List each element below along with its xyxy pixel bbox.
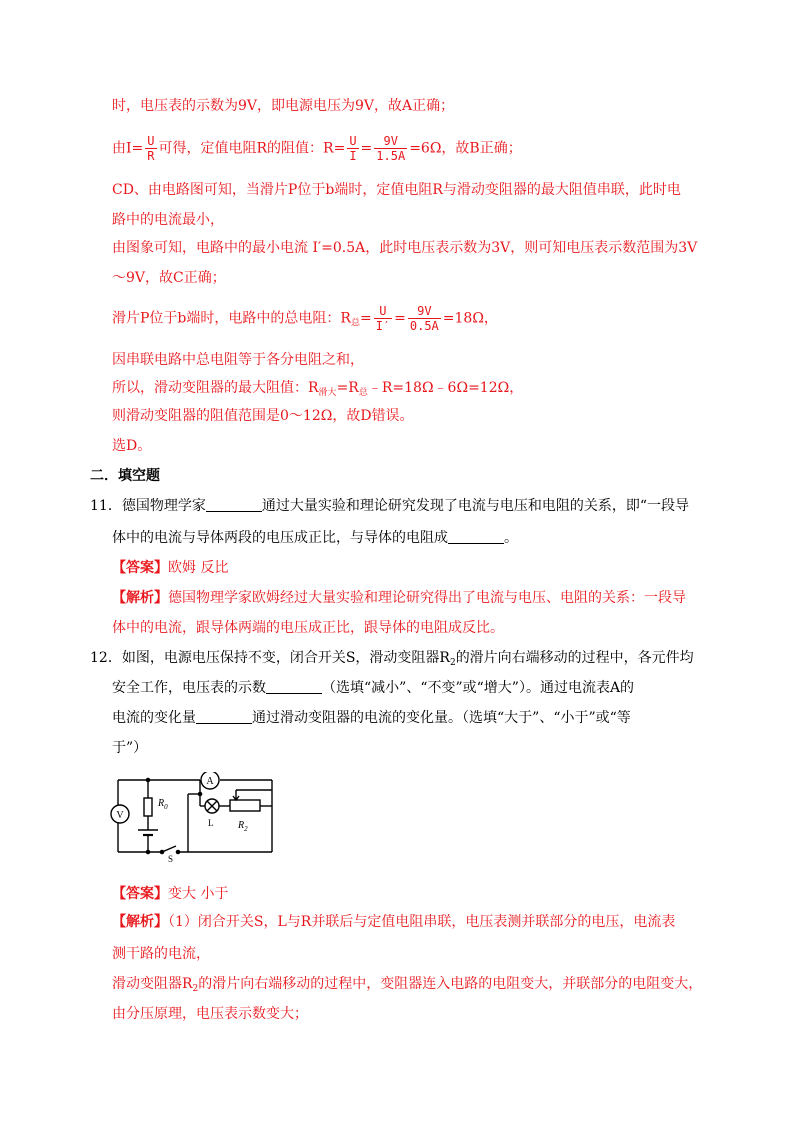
switch-icon — [160, 846, 179, 854]
solution-line-11: 选D。 — [112, 438, 152, 454]
q12-analysis-line-3: 滑动变阻器$R_2$的滑片向右端移动的过程中，变阻器连入电路的电阻变大，并联部分的电阻变大， — [112, 976, 703, 994]
q11-blank-1 — [206, 497, 262, 512]
resistor-r0-icon — [144, 798, 152, 816]
q12-line-2: 安全工作，电压表的示数 （选填“减小”、“不变”或“增大”）。通过电流表A的 — [112, 680, 635, 696]
q12-line-1: 12．如图，电源电压保持不变，闭合开关S，滑动变阻器$R_2$的滑片向右端移动的过程中，各元件均 — [90, 650, 694, 668]
solution-line-10: 则滑动变阻器的阻值范围是0～12Ω，故D错误。 — [112, 408, 414, 424]
circuit-diagram — [108, 772, 284, 864]
solution-line-6: ～9V，故C正确； — [112, 270, 226, 286]
q12-answer: 【答案】变大 小于 — [112, 886, 229, 902]
q12-analysis-line-4: 由分压原理，电压表示数变大； — [112, 1006, 308, 1022]
solution-line-8: 因串联电路中总电阻等于各分电阻之和， — [112, 352, 364, 368]
label-switch: S — [168, 854, 174, 864]
q11-analysis-line-1: 【解析】德国物理学家欧姆经过大量实验和理论研究得出了电流与电压、电阻的关系：一段导 — [112, 590, 686, 606]
q12-line-3: 电流的变化量 通过滑动变阻器的电流的变化量。（选填“大于”、“小于”或“等 — [112, 710, 631, 726]
fraction-u-over-r: $\frac{U}{R}$ — [147, 134, 155, 163]
solution-line-7: 滑片P位于b端时，电路中的总电阻：$R_总=$ $\frac{U}{I'}$ = $\frac{9V}{0.5A}$ =18Ω， — [112, 304, 498, 333]
q12-blank-2 — [196, 709, 252, 724]
fraction-u-over-i-prime: $\frac{U}{I'}$ — [375, 304, 391, 333]
q12-analysis-line-1: 【解析】（1）闭合开关S，L与R并联后与定值电阻串联，电压表测并联部分的电压，电流表 — [112, 914, 676, 930]
q11-blank-2 — [448, 529, 504, 544]
battery-icon — [138, 830, 158, 835]
svg-text:A: A — [206, 776, 214, 787]
solution-line-1: 时，电压表的示数为9V，即电源电压为9V，故A正确； — [112, 98, 455, 114]
lamp-icon — [205, 799, 219, 813]
section-title: 二．填空题 — [90, 468, 160, 484]
solution-line-3: CD、由电路图可知，当滑片P位于b端时，定值电阻R与滑动变阻器的最大阻值串联，此时电 — [112, 182, 681, 198]
q12-blank-1 — [266, 679, 322, 694]
svg-text:V: V — [116, 810, 124, 821]
label-lamp: L — [208, 818, 214, 828]
fraction-u-over-i: $\frac{U}{I}$ — [349, 134, 357, 163]
fraction-9v-over-0-5a: $\frac{9V}{0.5A}$ — [409, 304, 439, 333]
ammeter-icon — [201, 772, 219, 789]
solution-line-9: 所以，滑动变阻器的最大阻值：$R_{滑大}=R_总﹣R=18\Omega﹣6\Omega=12\Omega$， — [112, 380, 524, 398]
solution-line-2: 由I= $\frac{U}{R}$ 可得，定值电阻R的阻值：R= $\frac{U}{I}$ = $\frac{9V}{1.5A}$ =6Ω，故B正确； — [112, 134, 522, 163]
solution-line-5: 由图象可知，电路中的最小电流 I′=0.5A，此时电压表示数为3V，则可知电压表示数范围为3V — [112, 240, 698, 256]
q11-answer: 【答案】欧姆 反比 — [112, 560, 229, 576]
q12-line-4: 于”） — [112, 740, 148, 756]
q12-analysis-line-2: 测干路的电流， — [112, 946, 210, 962]
label-r0: $R_0$ — [158, 798, 168, 811]
rheostat-r2-icon — [230, 790, 272, 811]
solution-line-4: 路中的电流最小， — [112, 212, 224, 228]
q11-line-1: 11．德国物理学家 通过大量实验和理论研究发现了电流与电压和电阻的关系，即“一段导 — [90, 498, 689, 514]
fraction-9v-over-1-5a: $\frac{9V}{1.5A}$ — [376, 134, 406, 163]
voltmeter-icon — [111, 802, 129, 823]
q11-analysis-line-2: 体中的电流，跟导体两端的电压成正比，跟导体的电阻成反比。 — [112, 620, 504, 636]
q11-line-2: 体中的电流与导体两段的电压成正比，与导体的电阻成 。 — [112, 530, 518, 546]
label-r2: $R_2$ — [238, 820, 248, 833]
